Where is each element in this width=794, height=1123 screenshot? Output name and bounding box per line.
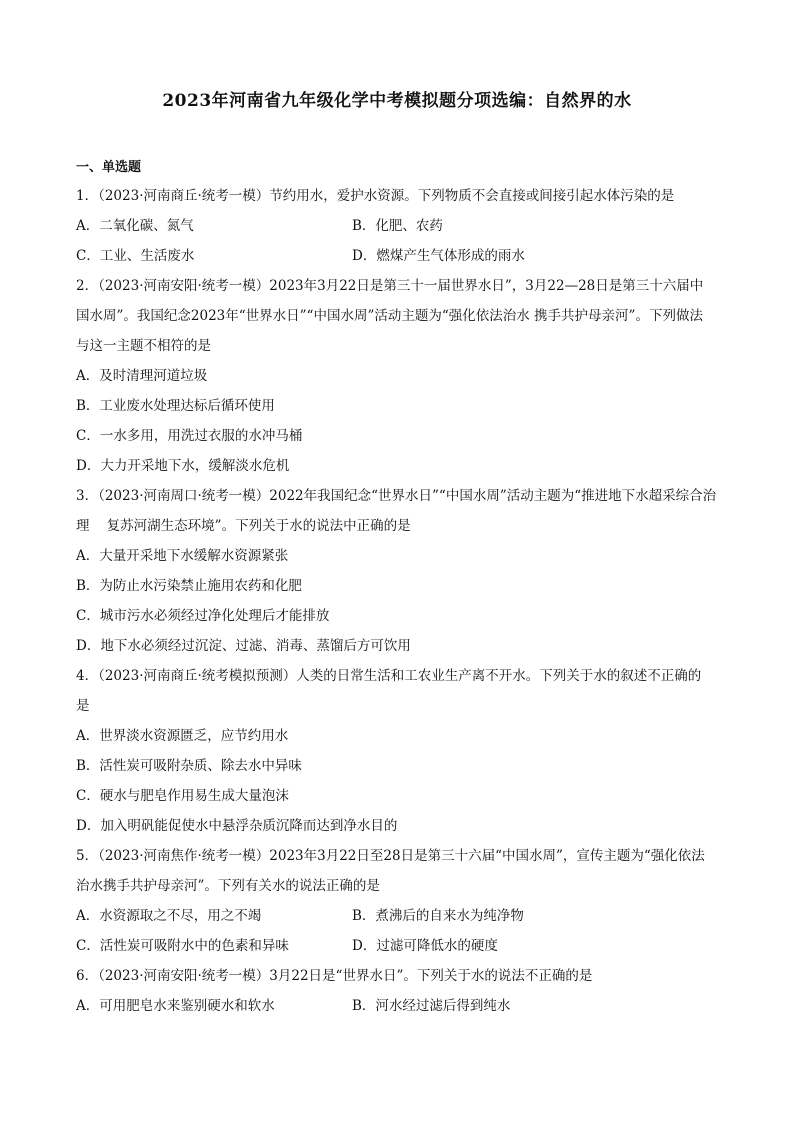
question-text: 3．（2023·河南周口·统考一模）2022年我国纪念“世界水日”“中国水周”活动主题为“推进地下水超采综合治 xyxy=(76,488,717,504)
option-b: B．工业废水处理达标后循环使用 xyxy=(76,398,275,414)
question-1 xyxy=(76,181,726,271)
option-d: D．大力开采地下水，缓解淡水危机 xyxy=(76,458,290,474)
question-text: 与这一主题不相符的是 xyxy=(76,338,211,354)
option-a: A．二氧化碳、氮气 xyxy=(76,218,194,234)
question-6 xyxy=(76,961,726,1021)
question-5 xyxy=(76,841,726,961)
option-d: D．加入明矾能促使水中悬浮杂质沉降而达到净水目的 xyxy=(76,818,398,834)
option-b: B．化肥、农药 xyxy=(352,218,443,234)
option-a: A．可用肥皂水来鉴别硬水和软水 xyxy=(76,998,275,1014)
option-b: B．活性炭可吸附杂质、除去水中异味 xyxy=(76,758,302,774)
option-c: C．硬水与肥皂作用易生成大量泡沫 xyxy=(76,788,289,804)
option-c: C．活性炭可吸附水中的色素和异味 xyxy=(76,938,289,954)
question-text: 5．（2023·河南焦作·统考一模）2023年3月22日至28日是第三十六届“中国水周”，宣传主题为“强化依法 xyxy=(76,848,705,864)
question-4 xyxy=(76,661,726,841)
option-a: A．世界淡水资源匮乏，应节约用水 xyxy=(76,728,289,744)
option-d: D．燃煤产生气体形成的雨水 xyxy=(352,248,525,264)
document-content xyxy=(76,155,726,1021)
question-text: 理 复苏河湖生态环境”。下列关于水的说法中正确的是 xyxy=(76,518,411,534)
option-row xyxy=(76,211,726,241)
option-b: B．为防止水污染禁止施用农药和化肥 xyxy=(76,578,302,594)
option-b: B．煮沸后的自来水为纯净物 xyxy=(352,908,524,924)
question-text: 6．（2023·河南安阳·统考一模）3月22日是“世界水日”。下列关于水的说法不正确的是 xyxy=(76,968,593,984)
question-text: 1．（2023·河南商丘·统考一模）节约用水，爱护水资源。下列物质不会直接或间接引起水体污染的是 xyxy=(76,188,675,204)
document-title: 2023年河南省九年级化学中考模拟题分项选编：自然界的水 xyxy=(162,91,632,111)
option-a: A．及时清理河道垃圾 xyxy=(76,368,208,384)
option-d: D．过滤可降低水的硬度 xyxy=(352,938,498,954)
option-c: C．城市污水必须经过净化处理后才能排放 xyxy=(76,608,330,624)
option-row xyxy=(76,931,726,961)
question-3 xyxy=(76,481,726,661)
question-2 xyxy=(76,271,726,481)
option-a: A．水资源取之不尽，用之不竭 xyxy=(76,908,262,924)
option-a: A．大量开采地下水缓解水资源紧张 xyxy=(76,548,289,564)
option-row xyxy=(76,901,726,931)
option-b: B．河水经过滤后得到纯水 xyxy=(352,998,511,1014)
option-c: C．一水多用，用洗过衣服的水冲马桶 xyxy=(76,428,303,444)
question-text: 2．（2023·河南安阳·统考一模）2023年3月22日是第三十一届世界水日”，3月22—28日是第三十六届中 xyxy=(76,278,704,294)
option-c: C．工业、生活废水 xyxy=(76,248,195,264)
section-heading: 一、单选题 xyxy=(76,160,142,175)
question-text: 国水周”。我国纪念2023年“世界水日”“中国水周”活动主题为“强化依法治水 携手共护母亲河”。下列做法 xyxy=(76,308,703,324)
option-row xyxy=(76,991,726,1021)
question-text: 治水携手共护母亲河”。下列有关水的说法正确的是 xyxy=(76,878,380,894)
question-text: 是 xyxy=(76,698,90,714)
option-row xyxy=(76,241,726,271)
option-d: D．地下水必须经过沉淀、过滤、消毒、蒸馏后方可饮用 xyxy=(76,638,411,654)
question-text: 4．（2023·河南商丘·统考模拟预测）人类的日常生活和工农业生产离不开水。下列关于水的叙述不正确的 xyxy=(76,668,702,684)
